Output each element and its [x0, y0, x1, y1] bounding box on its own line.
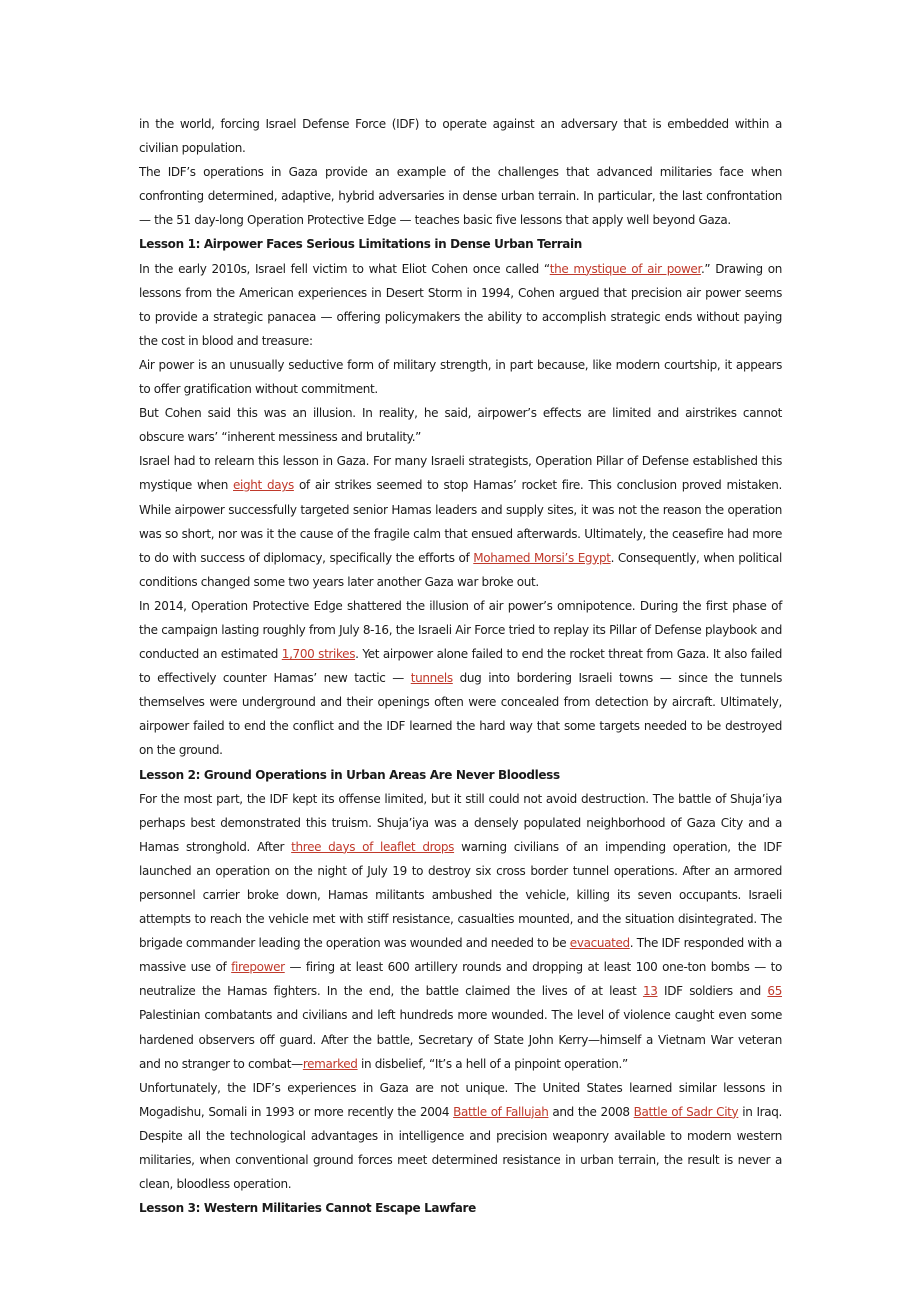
link-firepower[interactable]: firepower [231, 960, 285, 975]
section-heading: Lesson 2: Ground Operations in Urban Areas Are Never Bloodless [139, 767, 560, 782]
link-1700-strikes[interactable]: 1,700 strikes [281, 647, 356, 662]
link-65[interactable]: 65 [767, 984, 782, 999]
paragraph: The IDF’s operations in Gaza provide an example of the challenges that advanced militaries face when confronting determined, adaptive, hybrid adversaries in dense urban terrain. In particular, the last confrontation — the 51 day-long Operation Protective Edge — teaches basic five lessons that apply well beyond Gaza. [139, 165, 782, 228]
quote-paragraph: Air power is an unusually seductive form of military strength, in part because, like modern courtship, it appears to offer gratification without commitment. [139, 357, 782, 397]
link-morsi-egypt[interactable]: Mohamed Morsi’s Egypt [473, 550, 611, 565]
section-heading: Lesson 3: Western Militaries Cannot Escape Lawfare [139, 1201, 476, 1216]
paragraph: in the world, forcing Israel Defense Force (IDF) to operate against an adversary that is embedded within a civilian population. [139, 117, 782, 156]
paragraph: Israel had to relearn this lesson in Gaza. For many Israeli strategists, Operation Pillar of Defense established this mystique when eight days of air strikes seemed to stop Hamas’ rocket fire. This conclusion proved mistaken. While airpower successfully targeted senior Hamas leaders and supply sites, it was not the reason the operation was so short, nor was it the cause of the fragile calm that ensued afterwards. Ultimately, the ceasefire had more to do with success of diplomacy, specifically the efforts of Mohamed Morsi’s Egypt. Consequently, when political conditions changed some two years later another Gaza war broke out. [139, 454, 782, 589]
link-remarked[interactable]: remarked [302, 1056, 358, 1071]
paragraph: For the most part, the IDF kept its offense limited, but it still could not avoid destruction. The battle of Shuja’iya perhaps best demonstrated this truism. Shuja’iya was a densely populated neighborhood of Gaza City and a Hamas stronghold. After three days of leaflet drops warning civilians of an impending operation, the IDF launched an operation on the night of July 19 to destroy six cross border tunnel operations. After an armored personnel carrier broke down, Hamas militants ambushed the vehicle, killing its seven occupants. Israeli attempts to reach the vehicle met with stiff resistance, casualties mounted, and the situation disintegrated. The brigade commander leading the operation was wounded and needed to be evacuated. The IDF responded with a massive use of firepower — firing at least 600 artillery rounds and dropping at least 100 one-ton bombs — to neutralize the Hamas fighters. In the end, the battle claimed the lives of at least 13 IDF soldiers and 65 Palestinian combatants and civilians and left hundreds more wounded. The level of violence caught even some hardened observers off guard. After the battle, Secretary of State John Kerry—himself a Vietnam War veteran and no stranger to combat—remarked in disbelief, “It’s a hell of a pinpoint operation.” [139, 791, 783, 1071]
link-leaflet-drops[interactable]: three days of leaflet drops [291, 839, 455, 854]
paragraph: In 2014, Operation Protective Edge shattered the illusion of air power’s omnipotence. During the first phase of the campaign lasting roughly from July 8-16, the Israeli Air Force tried to replay its Pillar of Defense playbook and conducted an estimated 1,700 strikes. Yet airpower alone failed to end the rocket threat from Gaza. It also failed to effectively counter Hamas’ new tactic — tunnels dug into bordering Israeli towns — since the tunnels themselves were underground and their openings often were concealed from detection by aircraft. Ultimately, airpower failed to end the conflict and the IDF learned the hard way that some targets needed to be destroyed on the ground. [139, 598, 782, 758]
link-eight-days[interactable]: eight days [233, 478, 294, 493]
link-tunnels[interactable]: tunnels [410, 671, 453, 686]
section-heading: Lesson 1: Airpower Faces Serious Limitations in Dense Urban Terrain [139, 237, 582, 252]
link-evacuated[interactable]: evacuated [569, 936, 630, 951]
paragraph: But Cohen said this was an illusion. In reality, he said, airpower’s effects are limited and airstrikes cannot obscure wars’ “inherent messiness and brutality.” [139, 406, 782, 445]
paragraph: In the early 2010s, Israel fell victim to what Eliot Cohen once called “the mystique of air power.” Drawing on lessons from the American experiences in Desert Storm in 1994, Cohen argued that precision air power seems to provide a strategic panacea — offering policymakers the ability to accomplish strategic ends without paying the cost in blood and treasure: [139, 261, 782, 348]
link-battle-of-fallujah[interactable]: Battle of Fallujah [453, 1104, 549, 1119]
link-battle-of-sadr-city[interactable]: Battle of Sadr City [633, 1104, 739, 1119]
paragraph: Unfortunately, the IDF’s experiences in Gaza are not unique. The United States learned similar lessons in Mogadishu, Somali in 1993 or more recently the 2004 Battle of Fallujah and the 2008 Battle of Sadr City in Iraq. Despite all the technological advantages in intelligence and precision weaponry available to modern western militaries, when conventional ground forces meet determined resistance in urban terrain, the result is never a clean, bloodless operation. [139, 1080, 782, 1192]
article-body [139, 112, 782, 1220]
link-mystique-of-air-power[interactable]: the mystique of air power [549, 261, 701, 276]
link-13[interactable]: 13 [642, 984, 658, 999]
